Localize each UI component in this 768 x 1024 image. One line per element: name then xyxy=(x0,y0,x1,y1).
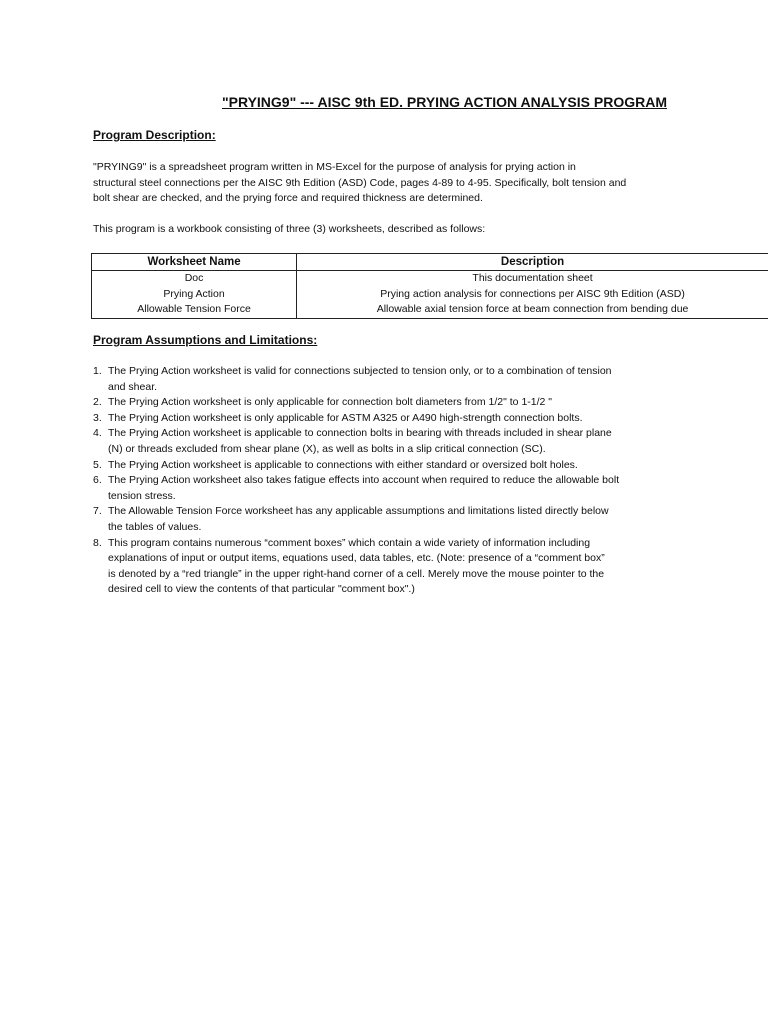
table-row xyxy=(92,271,768,287)
item-line: The Allowable Tension Force worksheet has any applicable assumptions and limitations listed directly below xyxy=(108,505,609,518)
item-number: 2. xyxy=(93,396,102,409)
item-number: 1. xyxy=(93,365,102,377)
list-item xyxy=(93,395,619,411)
list-item xyxy=(93,426,619,457)
item-line: explanations of input or output items, equations used, data tables, etc. (Note: presence of a “comment box” xyxy=(108,552,605,565)
worksheet-description-cell: Allowable axial tension force at beam connection from bending due xyxy=(297,302,768,318)
worksheet-name-cell: Doc xyxy=(92,271,297,287)
program-description-text xyxy=(93,160,626,207)
worksheet-name-cell: Allowable Tension Force xyxy=(92,302,297,318)
description-line: structural steel connections per the AISC 9th Edition (ASD) Code, pages 4-89 to 4-95. Specifically, bolt tension and xyxy=(93,176,627,189)
item-number: 7. xyxy=(93,505,102,518)
list-item xyxy=(93,458,619,474)
item-number: 5. xyxy=(93,458,102,471)
item-line: tension stress. xyxy=(108,489,176,502)
list-item xyxy=(93,536,619,598)
item-number: 4. xyxy=(93,427,102,440)
column-header-worksheet-name: Worksheet Name xyxy=(92,254,297,271)
page-title: "PRYING9" --- AISC 9th ED. PRYING ACTION ANALYSIS PROGRAM xyxy=(222,94,667,110)
item-number: 3. xyxy=(93,411,102,424)
worksheets-table xyxy=(91,253,768,319)
table-row xyxy=(92,287,768,303)
item-line: This program contains numerous “comment boxes” which contain a wide variety of information including xyxy=(108,536,591,549)
item-line: and shear. xyxy=(108,380,158,393)
item-line: is denoted by a “red triangle” in the upper right-hand corner of a cell. Merely move the mouse pointer to the xyxy=(108,567,605,580)
item-line: The Prying Action worksheet is applicable to connections with either standard or oversized bolt holes. xyxy=(108,458,578,471)
item-line: The Prying Action worksheet is only applicable for connection bolt diameters from 1/2" to 1-1/2 " xyxy=(108,396,553,409)
item-line: The Prying Action worksheet also takes fatigue effects into account when required to reduce the allowable bolt xyxy=(108,474,620,487)
item-number: 6. xyxy=(93,474,102,487)
worksheet-description-cell: Prying action analysis for connections per AISC 9th Edition (ASD) xyxy=(297,287,768,303)
worksheet-name-cell: Prying Action xyxy=(92,287,297,303)
description-line: "PRYING9" is a spreadsheet program written in MS-Excel for the purpose of analysis for prying action in xyxy=(93,161,576,173)
item-line: The Prying Action worksheet is only applicable for ASTM A325 or A490 high-strength connection bolts. xyxy=(108,411,583,424)
table-row xyxy=(92,302,768,318)
item-line: the tables of values. xyxy=(108,520,202,533)
item-number: 8. xyxy=(93,536,102,549)
list-item xyxy=(93,411,619,427)
item-line: desired cell to view the contents of that particular "comment box".) xyxy=(108,583,415,596)
workbook-intro-text: This program is a workbook consisting of three (3) worksheets, described as follows: xyxy=(93,223,486,235)
assumptions-list xyxy=(93,364,619,598)
description-line: bolt shear are checked, and the prying force and required thickness are determined. xyxy=(93,192,483,204)
item-line: The Prying Action worksheet is applicable to connection bolts in bearing with threads included in shear plane xyxy=(108,427,612,440)
list-item xyxy=(93,473,619,504)
item-line: The Prying Action worksheet is valid for connections subjected to tension only, or to a combination of tension xyxy=(108,365,612,377)
program-description-heading: Program Description: xyxy=(93,128,216,142)
list-item xyxy=(93,504,619,535)
column-header-description: Description xyxy=(297,254,768,271)
table-header-row xyxy=(92,254,768,271)
assumptions-heading: Program Assumptions and Limitations: xyxy=(93,333,318,347)
item-line: (N) or threads excluded from shear plane (X), as well as bolts in a slip critical connection (SC). xyxy=(108,442,546,455)
worksheet-description-cell: This documentation sheet xyxy=(297,271,768,287)
list-item xyxy=(93,364,619,395)
